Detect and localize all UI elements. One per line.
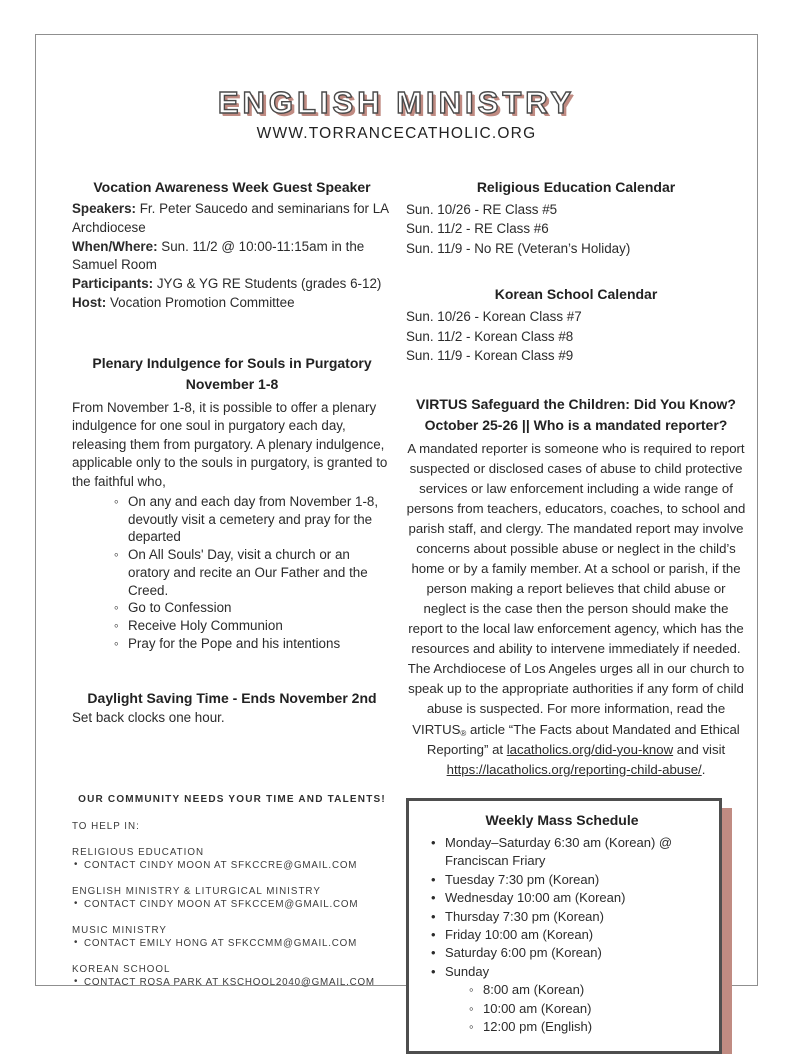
sunday-mass-item: ◦ 10:00 am (Korean) [469,1000,705,1018]
calendar-entry: Sun. 10/26 - Korean Class #7 [406,309,582,325]
vocation-field-when-where [72,238,392,276]
mass-schedule-item: • Thursday 7:30 pm (Korean) [431,908,705,926]
re-calendar-items [406,200,746,258]
community-group-name: ENGLISH MINISTRY & LITURGICAL MINISTRY [72,885,321,897]
sunday-sublist [445,981,705,1036]
list-item: ◦ On All Souls' Day, visit a church or an oratory and recite an Our Father and the Creed. [114,546,392,599]
community-group-contact: • CONTACT ROSA PARK AT KSCHOOL2040@GMAIL.COM [72,977,392,988]
mass-schedule-heading: Weekly Mass Schedule [485,811,639,828]
community-group-korean-school [72,964,392,988]
right-column [406,177,746,1054]
newsletter-title: ENGLISH MINISTRY [217,85,576,120]
list-item: ◦ Pray for the Pope and his intentions [114,635,392,653]
vocation-field-value: Sun. 11/2 @ 10:00-11:15am in the Samuel Room [72,238,365,273]
community-group-name: RELIGIOUS EDUCATION [72,846,205,858]
community-group-music-ministry [72,925,392,949]
mass-schedule-item: • Tuesday 7:30 pm (Korean) [431,871,705,889]
weekly-mass-schedule-box [406,798,722,1054]
vocation-field-host [72,294,392,313]
calendar-entry: Sun. 11/2 - Korean Class #8 [406,328,574,344]
masthead [36,85,757,143]
section-plenary-indulgence [72,353,392,653]
community-group-contact: • CONTACT EMILY HONG AT SFKCCMM@GMAIL.COM [72,938,392,949]
korean-calendar-items [406,307,746,365]
virtus-body-text: . [701,761,706,777]
community-group-contact: • CONTACT CINDY MOON AT SFKCCRE@GMAIL.COM [72,860,392,871]
section-daylight-saving [72,688,392,728]
virtus-body-text: and visit [673,741,726,757]
plenary-heading-line2: November 1-8 [185,375,279,392]
vocation-field-label: Participants: [72,276,154,292]
vocation-field-label: Speakers: [72,201,137,216]
newsletter-website: WWW.TORRANCECATHOLIC.ORG [256,125,537,142]
mass-schedule-item: • Saturday 6:00 pm (Korean) [431,944,705,962]
virtus-body-text: A mandated reporter is someone who is required to report suspected or disclosed cases of abuse to child protective services or law enforcement including a wide range of persons from teachers, educators, coaches, to school and parish staff, and clergy. The mandated report may involve concerns about possible abuse or neglect in the child’s home or by a family member. At a school or parish, if the person making a report believes that child abuse or neglect is the case then the person should make the report to the local law enforcement agency, which has the resources and ability to intervene immediately if needed. The Archdiocese of Los Angeles urges all in our church to speak up to the appropriate authorities if any form of child abuse is suspected. For more information, read the VIRTUS [406,440,746,737]
section-korean-school-calendar [406,284,746,365]
community-group-religious-education [72,847,392,871]
vocation-field-value: JYG & YG RE Students (grades 6-12) [153,276,382,292]
community-heading: OUR COMMUNITY NEEDS YOUR TIME AND TALENTS! [78,793,386,805]
community-group-contact: • CONTACT CINDY MOON AT SFKCCEM@GMAIL.COM [72,899,392,910]
content-columns [36,177,757,1054]
vocation-field-label: When/Where: [72,238,158,254]
vocation-fields [72,200,392,313]
mass-schedule-list [419,834,705,1037]
sunday-mass-item: ◦ 12:00 pm (English) [469,1018,705,1036]
mass-schedule-item: • Monday–Saturday 6:30 am (Korean) @ Franciscan Friary [431,834,705,871]
calendar-entry: Sun. 11/9 - No RE (Veteran’s Holiday) [406,240,631,256]
community-group-name: MUSIC MINISTRY [72,924,167,936]
vocation-field-speakers [72,200,392,238]
calendar-entry: Sun. 10/26 - RE Class #5 [406,202,558,217]
plenary-body: From November 1-8, it is possible to offer a plenary indulgence for one soul in purgatory each day, releasing them from purgatory. A plenary indulgence, applicable only to the souls in purgatory, is granted to the faithful who, [72,399,388,489]
mass-schedule-item-sunday [431,963,705,1037]
sunday-mass-item: ◦ 8:00 am (Korean) [469,981,705,999]
vocation-field-label: Host: [72,294,107,310]
registered-trademark-symbol: ® [460,728,467,738]
left-column [72,177,392,1054]
list-item: ◦ Go to Confession [114,599,392,617]
mass-schedule-item: • Wednesday 10:00 am (Korean) [431,889,705,907]
sunday-label: Sunday [445,963,490,979]
did-you-know-link[interactable]: lacatholics.org/did-you-know [506,741,674,757]
vocation-field-value: Vocation Promotion Committee [106,294,295,310]
virtus-heading-line2: October 25-26 || Who is a mandated reporter? [424,416,728,433]
community-intro: TO HELP IN: [72,820,140,832]
daylight-heading: Daylight Saving Time - Ends November 2nd [87,690,377,707]
section-vocation-speaker [72,177,392,313]
daylight-body: Set back clocks one hour. [72,710,225,726]
section-community-volunteers [72,794,392,988]
plenary-heading-line1: Plenary Indulgence for Souls in Purgatory [92,354,372,371]
plenary-conditions-list [72,493,392,652]
re-calendar-heading: Religious Education Calendar [476,179,676,195]
newsletter-sheet [35,34,758,1035]
mass-schedule-item: • Friday 10:00 am (Korean) [431,926,705,944]
reporting-child-abuse-link[interactable]: https://lacatholics.org/reporting-child-abuse/ [446,761,702,777]
section-religious-education-calendar [406,177,746,258]
virtus-heading-line1: VIRTUS Safeguard the Children: Did You Know? [416,395,736,412]
vocation-heading: Vocation Awareness Week Guest Speaker [93,179,371,195]
community-group-name: KOREAN SCHOOL [72,963,171,975]
korean-calendar-heading: Korean School Calendar [494,286,658,303]
vocation-field-value: Fr. Peter Saucedo and seminarians for LA Archdiocese [72,201,389,235]
virtus-body [406,439,746,780]
virtus-body-text: article “The Facts about Mandated and Ethical Reporting” at [426,721,740,757]
section-virtus-safeguard [406,394,746,780]
community-group-english-ministry [72,886,392,910]
vocation-field-participants [72,275,392,294]
list-item: ◦ Receive Holy Communion [114,617,392,635]
calendar-entry: Sun. 11/9 - Korean Class #9 [406,348,574,364]
list-item: ◦ On any and each day from November 1-8, devoutly visit a cemetery and pray for the departed [114,493,392,546]
calendar-entry: Sun. 11/2 - RE Class #6 [406,221,549,237]
